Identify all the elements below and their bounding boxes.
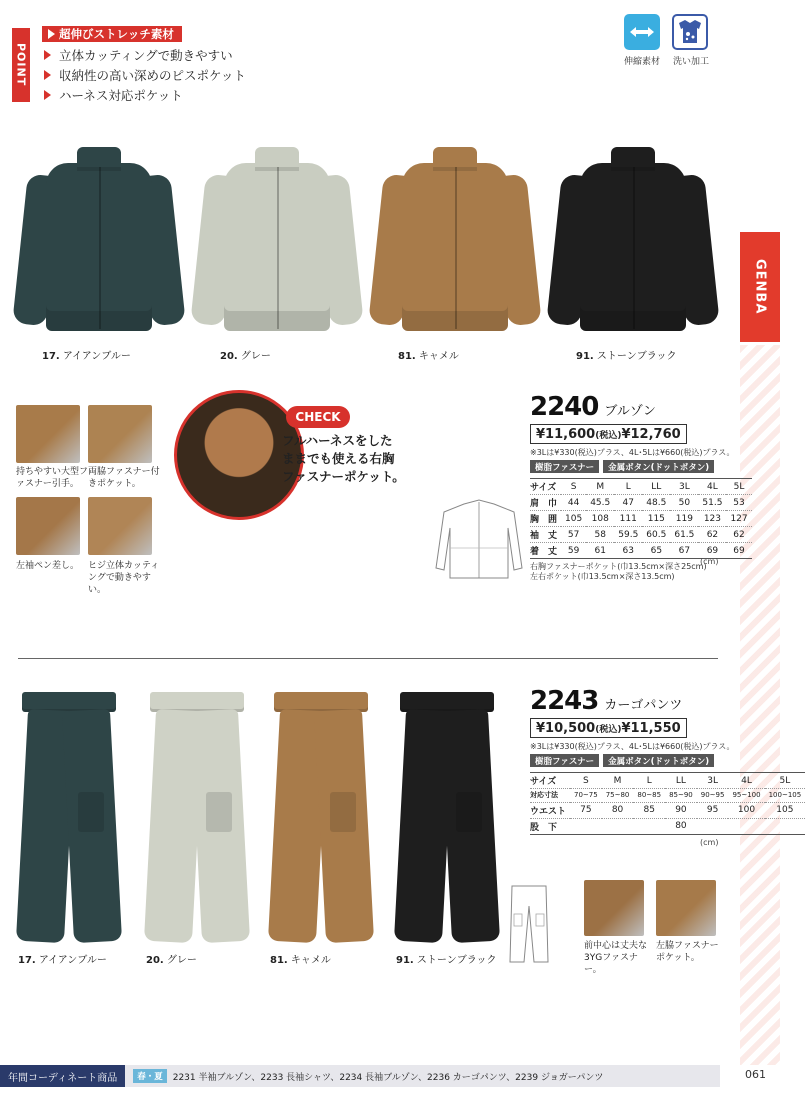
table-cell: 57: [561, 527, 586, 543]
row-header: 肩 巾: [530, 495, 561, 511]
feature-item: ハーネス対応ポケット: [44, 86, 183, 104]
table-cell: 105: [561, 511, 586, 527]
product-number: 2243: [530, 686, 599, 716]
table-cell: 115: [642, 511, 670, 527]
zipper: [455, 167, 457, 329]
stretch-label: 伸縮素材: [623, 57, 660, 67]
table-cell: 61: [586, 543, 614, 559]
genba-side-tab[interactable]: GENBA: [740, 232, 780, 342]
footer-items: 2231 半袖ブルゾン、2233 長袖シャツ、2234 長袖ブルゾン、2236 カーゴパンツ、2239 ジョガーパンツ: [172, 1072, 604, 1083]
detail-photo-pen-pocket: [16, 497, 80, 555]
table-cell: 3L: [697, 773, 729, 789]
table-cell: [633, 818, 665, 834]
jacket-image: [192, 145, 362, 340]
price-box: ¥11,600 (税込) ¥12,760: [530, 424, 687, 444]
row-header: 胸 囲: [530, 511, 561, 527]
detail-photo-side-pocket: [88, 405, 152, 463]
check-text: フルハーネスをした ままでも使える右胸 ファスナーポケット。: [282, 433, 405, 484]
detail-photo-elbow: [88, 497, 152, 555]
table-cell: 80~85: [633, 789, 665, 803]
product-name: ブルゾン: [604, 404, 656, 419]
check-badge: CHECK: [286, 406, 350, 428]
table-cell: 65: [642, 543, 670, 559]
table-row: [530, 479, 752, 495]
table-cell: 44: [561, 495, 586, 511]
table-cell: 105: [765, 802, 805, 818]
detail-caption: 両脇ファスナー付きポケット。: [88, 467, 160, 489]
row-header: 対応寸法: [530, 789, 570, 803]
table-cell: 59.5: [614, 527, 642, 543]
table-row: [530, 802, 805, 818]
detail-caption: 持ちやすい大型ファスナー引手。: [16, 467, 89, 489]
table-cell: 127: [726, 511, 751, 527]
table-cell: 80: [665, 818, 697, 834]
row-header: ウエスト: [530, 802, 570, 818]
price-box: ¥10,500 (税込) ¥11,550: [530, 718, 687, 738]
table-cell: 108: [586, 511, 614, 527]
table-cell: 67: [670, 543, 698, 559]
table-cell: 5L: [765, 773, 805, 789]
table-cell: 69: [698, 543, 726, 559]
table-cell: 100: [728, 802, 764, 818]
row-header: 着 丈: [530, 543, 561, 559]
detail-photo-side-zipper-pocket: [656, 880, 716, 936]
table-cell: 111: [614, 511, 642, 527]
stretch-icon: [624, 14, 660, 50]
detail-photo-zipper-pull: [16, 405, 80, 463]
jacket-image: [548, 145, 718, 340]
row-header: サイズ: [530, 479, 561, 495]
table-cell: 75~80: [602, 789, 634, 803]
pants-image: [392, 692, 502, 942]
table-cell: 4L: [728, 773, 764, 789]
table-cell: 47: [614, 495, 642, 511]
price-note: ※3Lは¥330(税込)プラス、4L･5Lは¥660(税込)プラス。: [530, 448, 735, 457]
color-caption: 20. グレー: [220, 351, 271, 362]
table-cell: 69: [726, 543, 751, 559]
detail-caption: 前中心は丈夫な3YGファスナー。: [584, 941, 648, 975]
table-cell: [728, 818, 764, 834]
pocket-note: 左右ポケット(巾13.5cm×深さ13.5cm): [530, 572, 675, 581]
table-cell: 61.5: [670, 527, 698, 543]
page-number: 061: [745, 1068, 766, 1081]
footer-title: 年間コーディネート商品: [0, 1065, 125, 1087]
cargo-pocket: [456, 792, 482, 832]
table-row: [530, 527, 752, 543]
table-cell: 100~105: [765, 789, 805, 803]
feature-headline: [42, 26, 182, 42]
table-cell: 70~75: [570, 789, 602, 803]
side-pattern: [740, 345, 780, 1065]
table-cell: 48.5: [642, 495, 670, 511]
color-caption: 91. ストーンブラック: [576, 351, 677, 362]
table-cell: LL: [642, 479, 670, 495]
table-cell: 53: [726, 495, 751, 511]
feature-item: 収納性の高い深めのピスポケット: [44, 66, 246, 84]
spec-tags: 樹脂ファスナー 金属ボタン(ドットボタン): [530, 460, 714, 473]
cargo-pocket: [78, 792, 104, 832]
unit-label: (cm): [700, 838, 719, 847]
table-cell: 60.5: [642, 527, 670, 543]
washable-label: 洗い加工: [672, 57, 709, 67]
zipper: [99, 167, 101, 329]
detail-caption: 左脇ファスナーポケット。: [656, 941, 719, 963]
pants-line-drawing: [508, 884, 550, 964]
price-note: ※3Lは¥330(税込)プラス、4L･5Lは¥660(税込)プラス。: [530, 742, 735, 751]
color-caption: 81. キャメル: [398, 351, 459, 362]
pants-image: [142, 692, 252, 942]
table-row: [530, 495, 752, 511]
table-cell: 75: [570, 802, 602, 818]
table-row: [530, 773, 805, 789]
zipper: [633, 167, 635, 329]
table-cell: 85: [633, 802, 665, 818]
section-divider: [18, 658, 718, 659]
pocket-note: 右胸ファスナーポケット(巾13.5cm×深さ25cm): [530, 562, 707, 571]
row-header: 袖 丈: [530, 527, 561, 543]
product-heading-2243: [530, 686, 682, 716]
detail-photo-front-zipper: [584, 880, 644, 936]
cargo-pocket: [330, 792, 356, 832]
size-table-2240: [530, 478, 752, 559]
table-cell: 62: [726, 527, 751, 543]
color-caption: 20. グレー: [146, 955, 197, 966]
color-caption: 91. ストーンブラック: [396, 955, 497, 966]
feature-headline-text: 超伸びストレッチ素材: [59, 27, 174, 41]
table-cell: 90: [665, 802, 697, 818]
color-caption: 17. アイアンブルー: [18, 955, 107, 966]
table-cell: 58: [586, 527, 614, 543]
zipper: [277, 167, 279, 329]
product-number: 2240: [530, 392, 599, 422]
triangle-bullet-icon: [48, 29, 55, 39]
table-cell: 5L: [726, 479, 751, 495]
table-cell: LL: [665, 773, 697, 789]
table-row: [530, 789, 805, 803]
table-cell: 4L: [698, 479, 726, 495]
triangle-bullet-icon: [44, 70, 51, 80]
table-cell: 123: [698, 511, 726, 527]
table-cell: 3L: [670, 479, 698, 495]
table-cell: 80: [602, 802, 634, 818]
table-cell: 51.5: [698, 495, 726, 511]
triangle-bullet-icon: [44, 90, 51, 100]
season-badge: 春・夏: [133, 1069, 167, 1083]
table-cell: [697, 818, 729, 834]
pants-image: [266, 692, 376, 942]
spec-tags: 樹脂ファスナー 金属ボタン(ドットボタン): [530, 754, 714, 767]
table-cell: 59: [561, 543, 586, 559]
point-tab: POINT: [12, 28, 30, 102]
feature-item: 立体カッティングで動きやすい: [44, 46, 233, 64]
pants-image: [14, 692, 124, 942]
jacket-line-drawing: [434, 498, 524, 582]
detail-caption: 左袖ペン差し。: [16, 561, 80, 571]
table-row: [530, 511, 752, 527]
product-name: カーゴパンツ: [604, 698, 683, 713]
table-cell: 50: [670, 495, 698, 511]
cargo-pocket: [206, 792, 232, 832]
table-cell: 95~100: [728, 789, 764, 803]
table-row: [530, 818, 805, 834]
detail-caption: ヒジ立体カッティングで動きやすい。: [88, 561, 160, 595]
table-cell: [765, 818, 805, 834]
table-cell: [570, 818, 602, 834]
table-cell: [602, 818, 634, 834]
row-header: 股 下: [530, 818, 570, 834]
color-caption: 81. キャメル: [270, 955, 331, 966]
table-cell: 90~95: [697, 789, 729, 803]
footer-bar: [0, 1065, 720, 1087]
jacket-image: [14, 145, 184, 340]
table-cell: L: [633, 773, 665, 789]
table-cell: 85~90: [665, 789, 697, 803]
table-cell: 95: [697, 802, 729, 818]
table-cell: M: [602, 773, 634, 789]
table-cell: 119: [670, 511, 698, 527]
product-heading-2240: [530, 392, 656, 422]
table-cell: M: [586, 479, 614, 495]
triangle-bullet-icon: [44, 50, 51, 60]
table-cell: S: [570, 773, 602, 789]
table-cell: 63: [614, 543, 642, 559]
table-cell: S: [561, 479, 586, 495]
table-cell: 45.5: [586, 495, 614, 511]
table-cell: L: [614, 479, 642, 495]
size-table-2243: [530, 772, 805, 835]
color-caption: 17. アイアンブルー: [42, 351, 131, 362]
row-header: サイズ: [530, 773, 570, 789]
table-cell: 62: [698, 527, 726, 543]
unit-label: (cm): [700, 557, 719, 566]
washable-icon: [672, 14, 708, 50]
jacket-image: [370, 145, 540, 340]
